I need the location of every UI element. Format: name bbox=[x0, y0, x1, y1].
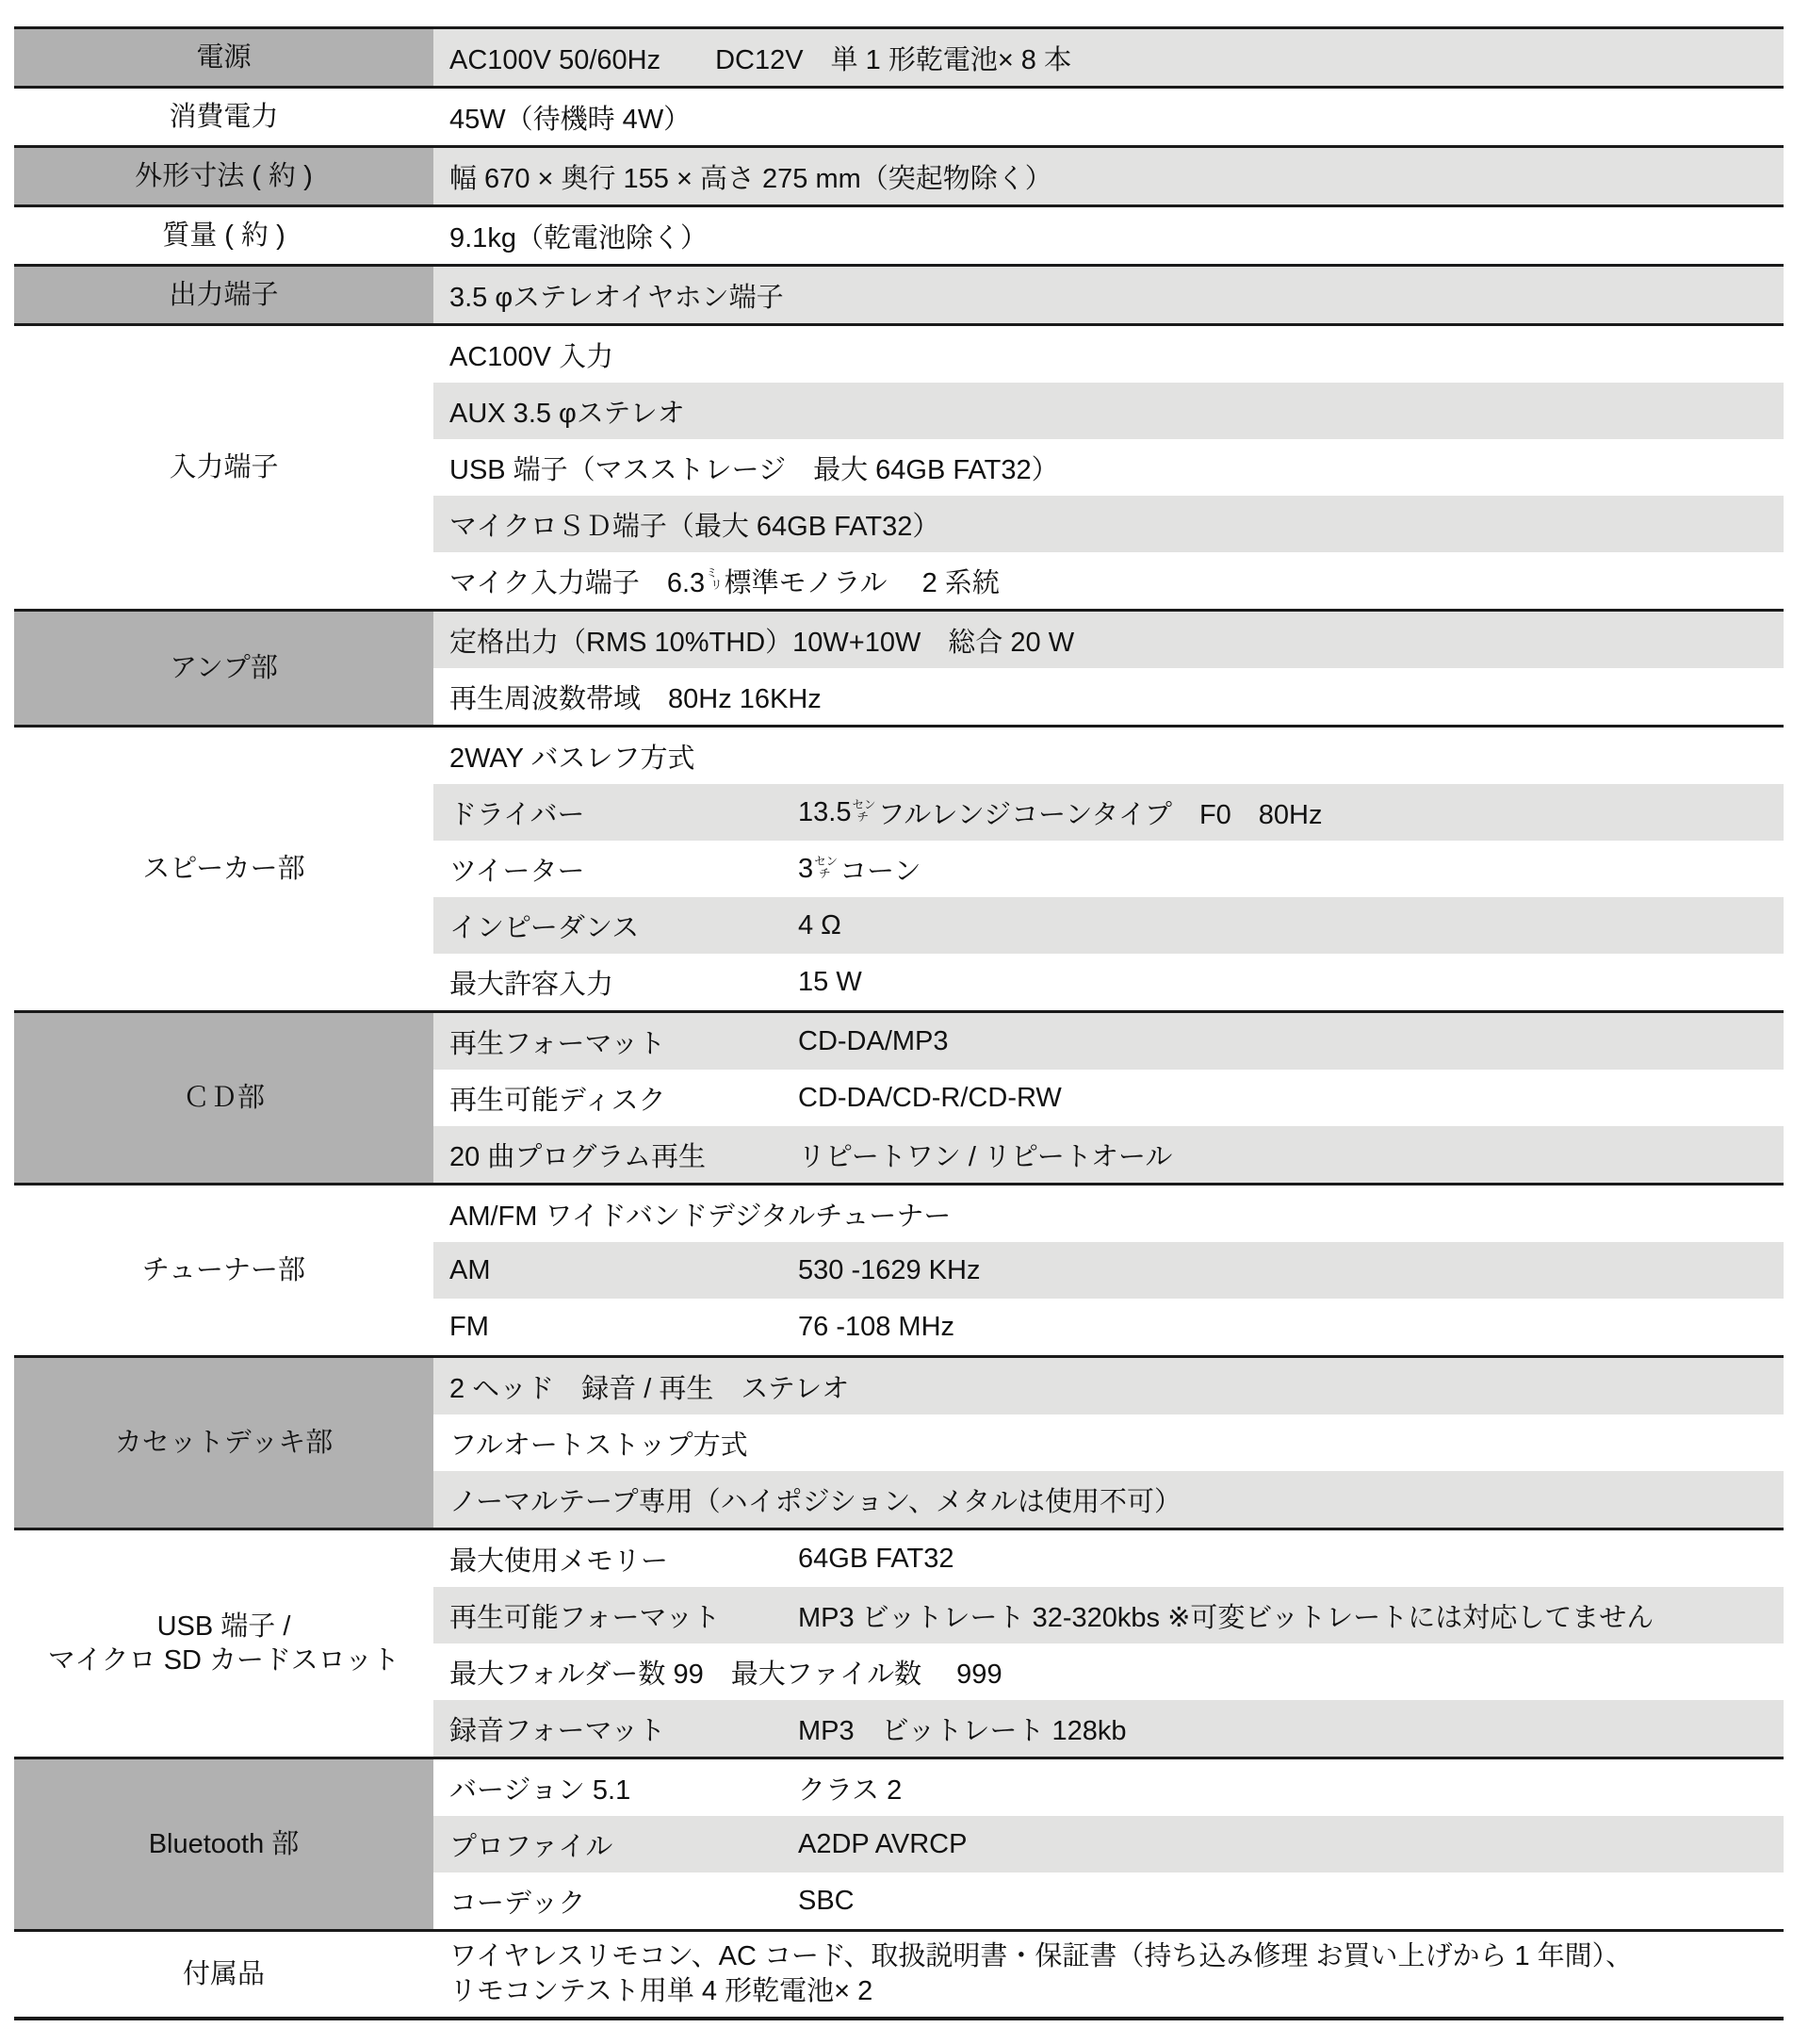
row-label: インピーダンス bbox=[449, 912, 640, 943]
section-label-dimensions bbox=[14, 148, 433, 204]
row-value-text: AUX 3.5 φステレオ bbox=[449, 398, 685, 429]
row-value-text: 45W（待機時 4W） bbox=[449, 104, 692, 135]
row-value bbox=[449, 276, 784, 315]
row-value bbox=[798, 910, 841, 941]
spec-section-accessories bbox=[14, 1929, 1784, 2020]
row-label: 最大使用メモリー bbox=[449, 1545, 669, 1577]
row-value-text: 標準モノラル 2 系統 bbox=[724, 567, 1000, 598]
row-label: 再生可能ディスク bbox=[449, 1085, 666, 1116]
row-value-text: クラス 2 bbox=[798, 1774, 903, 1806]
spec-row bbox=[433, 1932, 1784, 2017]
spec-row bbox=[433, 148, 1784, 204]
spec-section-usb-sd-slot bbox=[14, 1528, 1784, 1757]
section-label-speaker bbox=[14, 728, 433, 1010]
spec-row bbox=[433, 954, 1784, 1010]
spec-row bbox=[433, 668, 1784, 725]
row-value bbox=[449, 98, 691, 137]
section-label-cd bbox=[14, 1013, 433, 1183]
row-value-text: コーン bbox=[839, 856, 921, 887]
section-label-line: 入力端子 bbox=[169, 451, 279, 482]
spec-row bbox=[433, 267, 1784, 323]
row-value-text: 76 -108 MHz bbox=[798, 1311, 955, 1342]
row-value bbox=[449, 217, 708, 255]
spec-row bbox=[433, 1759, 1784, 1816]
row-value-text: 3 bbox=[798, 853, 814, 884]
spec-section-bluetooth bbox=[14, 1757, 1784, 1929]
section-label-power-consumption bbox=[14, 89, 433, 145]
spec-table bbox=[14, 26, 1784, 2020]
spec-row bbox=[433, 29, 1784, 86]
section-label-usb-sd-slot bbox=[14, 1530, 433, 1757]
row-value-text: 2 ヘッド 録音 / 再生 ステレオ bbox=[449, 1373, 850, 1404]
row-label: バージョン 5.1 bbox=[449, 1774, 631, 1806]
section-label-output-terminal bbox=[14, 267, 433, 323]
section-label-weight bbox=[14, 207, 433, 264]
section-label-line: Bluetooth 部 bbox=[148, 1828, 300, 1859]
row-value-text: マイク入力端子 6.3 bbox=[449, 567, 706, 598]
row-value-text: フルオートストップ方式 bbox=[449, 1430, 748, 1461]
spec-section-cd bbox=[14, 1010, 1784, 1183]
section-label-accessories bbox=[14, 1932, 433, 2017]
spec-row bbox=[433, 1358, 1784, 1414]
spec-section-dimensions bbox=[14, 145, 1784, 204]
row-value-text: CD-DA/CD-R/CD-RW bbox=[798, 1082, 1062, 1113]
section-label-line: カセットデッキ部 bbox=[114, 1427, 334, 1458]
spec-row bbox=[433, 728, 1784, 784]
section-label-line: アンプ部 bbox=[170, 652, 278, 683]
spec-row bbox=[433, 1587, 1784, 1643]
row-value-text: USB 端子（マスストレージ 最大 64GB FAT32） bbox=[449, 454, 1059, 485]
row-value-text: 9.1kg（乾電池除く） bbox=[449, 222, 708, 253]
spec-section-power bbox=[14, 26, 1784, 86]
section-rows-usb-sd-slot bbox=[433, 1530, 1784, 1757]
row-value-text: A2DP AVRCP bbox=[798, 1828, 968, 1859]
spec-row bbox=[433, 841, 1784, 897]
row-value bbox=[798, 1769, 902, 1807]
section-rows-speaker bbox=[433, 728, 1784, 1010]
section-label-line: 出力端子 bbox=[169, 279, 279, 310]
row-value bbox=[798, 1596, 1654, 1635]
row-value-text: 13.5 bbox=[798, 796, 852, 827]
row-value-text: 15 W bbox=[798, 966, 862, 997]
row-value-text: マイクロＳＤ端子（最大 64GB FAT32） bbox=[449, 511, 940, 542]
row-value bbox=[449, 1424, 748, 1463]
spec-section-speaker bbox=[14, 725, 1784, 1010]
spec-row bbox=[433, 326, 1784, 383]
row-value bbox=[798, 967, 862, 998]
row-value-text: 再生周波数帯域 80Hz 16KHz bbox=[449, 683, 822, 714]
row-value bbox=[798, 1083, 1062, 1114]
spec-row bbox=[433, 1872, 1784, 1929]
row-value bbox=[798, 793, 1323, 832]
row-value bbox=[449, 1367, 849, 1406]
spec-row bbox=[433, 552, 1784, 609]
row-label: ツイーター bbox=[449, 856, 585, 887]
spec-row bbox=[433, 89, 1784, 145]
section-rows-cassette-deck bbox=[433, 1358, 1784, 1528]
section-label-line: 付属品 bbox=[182, 1958, 265, 1989]
small-unit-glyph: セン チ bbox=[814, 855, 839, 880]
section-label-cassette-deck bbox=[14, 1358, 433, 1528]
section-rows-cd bbox=[433, 1013, 1784, 1183]
row-label: 再生フォーマット bbox=[449, 1028, 666, 1059]
row-value bbox=[449, 737, 695, 776]
row-value-text: SBC bbox=[798, 1885, 855, 1916]
spec-row bbox=[433, 207, 1784, 264]
spec-row bbox=[433, 1186, 1784, 1242]
row-value-text: AC100V 50/60Hz DC12V 単 1 形乾電池× 8 本 bbox=[449, 44, 1071, 75]
section-label-line: 外形寸法 ( 約 ) bbox=[135, 160, 313, 191]
row-value-line: リモコンテスト用単 4 形乾電池× 2 bbox=[449, 1976, 873, 2006]
section-label-line: ＣＤ部 bbox=[182, 1082, 265, 1113]
section-label-line: 消費電力 bbox=[169, 101, 279, 132]
section-label-line: チューナー部 bbox=[141, 1254, 306, 1285]
row-value bbox=[449, 449, 1059, 487]
row-label: ドライバー bbox=[449, 799, 585, 830]
spec-row bbox=[433, 439, 1784, 496]
spec-row bbox=[433, 496, 1784, 552]
spec-row bbox=[433, 1530, 1784, 1587]
section-rows-output-terminal bbox=[433, 267, 1784, 323]
row-value bbox=[798, 1544, 954, 1575]
section-rows-tuner bbox=[433, 1186, 1784, 1355]
row-value bbox=[449, 505, 939, 544]
row-value bbox=[449, 157, 1052, 196]
spec-section-amplifier bbox=[14, 609, 1784, 725]
spec-row bbox=[433, 1643, 1784, 1700]
row-value-text: AC100V 入力 bbox=[449, 341, 614, 372]
row-value bbox=[798, 1026, 949, 1057]
spec-row bbox=[433, 1070, 1784, 1126]
spec-row bbox=[433, 1299, 1784, 1355]
section-label-power bbox=[14, 29, 433, 86]
row-label: コーデック bbox=[449, 1888, 586, 1919]
spec-section-weight bbox=[14, 204, 1784, 264]
small-unit-glyph: セン チ bbox=[852, 798, 876, 824]
row-value-text: 64GB FAT32 bbox=[798, 1543, 954, 1574]
spec-section-power-consumption bbox=[14, 86, 1784, 145]
row-value bbox=[798, 1136, 1172, 1174]
spec-row bbox=[433, 897, 1784, 954]
spec-row bbox=[433, 1471, 1784, 1528]
section-label-line: USB 端子 / bbox=[156, 1611, 291, 1642]
section-rows-power bbox=[433, 29, 1784, 86]
row-value bbox=[449, 562, 1000, 600]
section-label-tuner bbox=[14, 1186, 433, 1355]
spec-section-cassette-deck bbox=[14, 1355, 1784, 1528]
row-value-text: 4 Ω bbox=[798, 909, 841, 940]
section-rows-bluetooth bbox=[433, 1759, 1784, 1929]
spec-section-input-terminal bbox=[14, 323, 1784, 609]
row-value bbox=[449, 39, 1071, 77]
row-label: 録音フォーマット bbox=[449, 1715, 666, 1746]
row-value bbox=[449, 392, 685, 431]
row-value bbox=[449, 1195, 951, 1234]
row-value bbox=[449, 1480, 1182, 1519]
row-value bbox=[798, 1312, 954, 1343]
row-label: 最大許容入力 bbox=[449, 969, 614, 1000]
section-label-line: 質量 ( 約 ) bbox=[162, 220, 285, 251]
row-value-lines bbox=[449, 1939, 1633, 2009]
section-label-line: 電源 bbox=[196, 41, 252, 73]
section-label-input-terminal bbox=[14, 326, 433, 609]
section-rows-weight bbox=[433, 207, 1784, 264]
spec-row bbox=[433, 1013, 1784, 1070]
row-value-text: リピートワン / リピートオール bbox=[798, 1141, 1173, 1172]
row-value bbox=[798, 1886, 855, 1917]
spec-row bbox=[433, 1242, 1784, 1299]
section-rows-power-consumption bbox=[433, 89, 1784, 145]
row-value-text: フルレンジコーンタイプ F0 80Hz bbox=[877, 799, 1323, 830]
row-value bbox=[449, 678, 822, 716]
row-value bbox=[798, 850, 921, 889]
spec-row bbox=[433, 1126, 1784, 1183]
row-label: 再生可能フォーマット bbox=[449, 1602, 721, 1633]
spec-row bbox=[433, 1414, 1784, 1471]
row-label: 20 曲プログラム再生 bbox=[449, 1141, 707, 1172]
row-value bbox=[449, 1939, 1633, 2009]
section-label-bluetooth bbox=[14, 1759, 433, 1929]
row-value-text: 2WAY バスレフ方式 bbox=[449, 743, 695, 774]
section-rows-amplifier bbox=[433, 612, 1784, 725]
section-label-line: スピーカー部 bbox=[142, 853, 305, 884]
row-label: プロファイル bbox=[449, 1831, 613, 1862]
row-value bbox=[449, 335, 613, 374]
row-label: AM bbox=[449, 1254, 491, 1285]
row-label: FM bbox=[449, 1311, 489, 1342]
spec-row bbox=[433, 1816, 1784, 1872]
spec-row bbox=[433, 1700, 1784, 1757]
row-value-text: 530 -1629 KHz bbox=[798, 1254, 981, 1285]
row-value bbox=[449, 1653, 1002, 1692]
row-value-line: ワイヤレスリモコン、AC コード、取扱説明書・保証書（持ち込み修理 お買い上げから 1 年間）、 bbox=[449, 1940, 1634, 1971]
small-unit-glyph: ミ リ bbox=[706, 566, 723, 592]
row-value-text: 幅 670 × 奥行 155 × 高さ 275 mm（突起物除く） bbox=[449, 163, 1052, 194]
section-rows-dimensions bbox=[433, 148, 1784, 204]
spec-row bbox=[433, 784, 1784, 841]
section-label-line: マイクロ SD カードスロット bbox=[47, 1645, 400, 1676]
row-value bbox=[798, 1829, 967, 1860]
row-value bbox=[798, 1709, 1127, 1748]
row-value-text: 定格出力（RMS 10%THD）10W+10W 総合 20 W bbox=[449, 627, 1075, 658]
row-value-text: 3.5 φステレオイヤホン端子 bbox=[449, 282, 784, 313]
row-value-text: AM/FM ワイドバンドデジタルチューナー bbox=[449, 1201, 952, 1232]
row-value-text: CD-DA/MP3 bbox=[798, 1025, 949, 1056]
row-value-text: MP3 ビットレート 32-320kbs ※可変ビットレートには対応してません bbox=[798, 1602, 1654, 1633]
row-value-text: ノーマルテープ専用（ハイポジション、メタルは使用不可） bbox=[449, 1486, 1182, 1517]
row-value bbox=[798, 1255, 980, 1286]
spec-row bbox=[433, 383, 1784, 439]
spec-section-output-terminal bbox=[14, 264, 1784, 323]
row-value bbox=[449, 621, 1074, 660]
section-rows-input-terminal bbox=[433, 326, 1784, 609]
section-rows-accessories bbox=[433, 1932, 1784, 2017]
spec-section-tuner bbox=[14, 1183, 1784, 1355]
row-value-text: MP3 ビットレート 128kb bbox=[798, 1715, 1127, 1746]
row-value-text: 最大フォルダー数 99 最大ファイル数 999 bbox=[449, 1659, 1002, 1690]
section-label-amplifier bbox=[14, 612, 433, 725]
spec-row bbox=[433, 612, 1784, 668]
